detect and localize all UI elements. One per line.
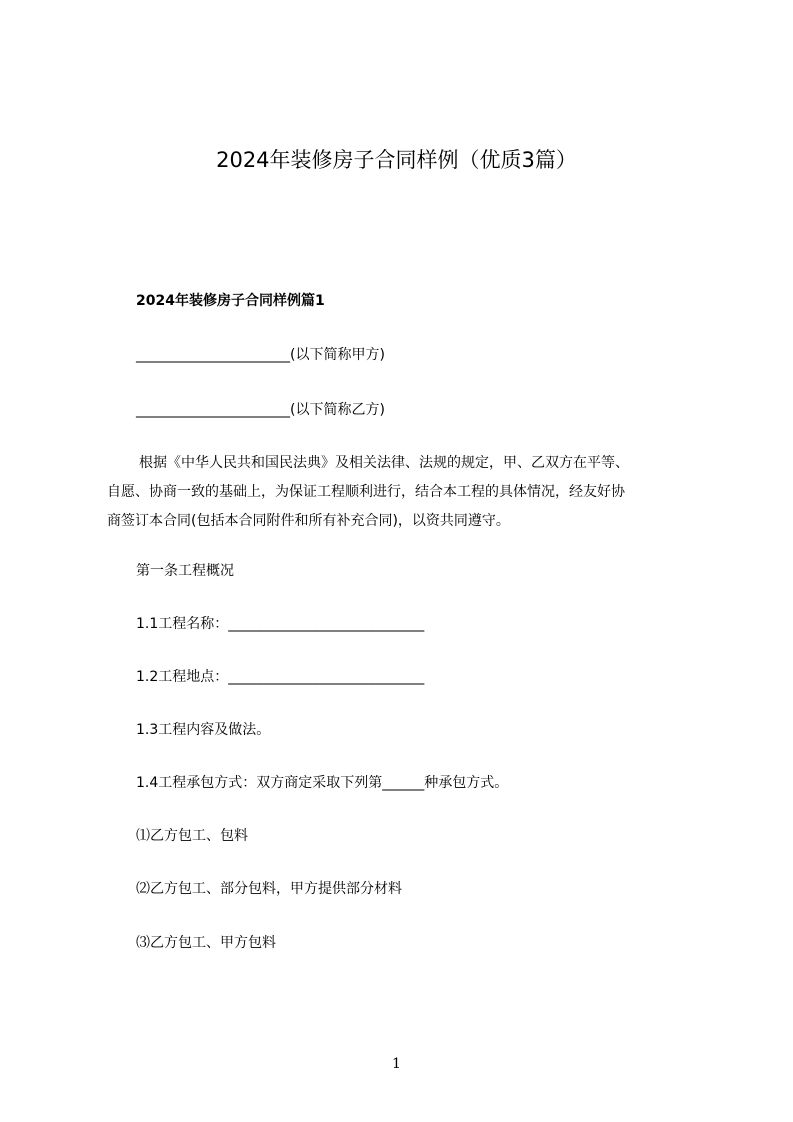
option-item: ⑵乙方包工、部分包料，甲方提供部分材料: [136, 881, 402, 897]
party-b-line: ______________________(以下简称乙方): [136, 402, 385, 418]
article-title: 第一条工程概况: [136, 563, 234, 579]
item-contract-method: 1.4工程承包方式：双方商定采取下列第______种承包方式。: [136, 775, 509, 791]
option-item: ⑴乙方包工、包料: [136, 828, 248, 844]
preamble-line: 根据《中华人民共和国民法典》及相关法律、法规的规定，甲、乙双方在平等、: [139, 455, 629, 471]
document-title: 2024年装修房子合同样例（优质3篇）: [216, 148, 577, 172]
item-project-content: 1.3工程内容及做法。: [136, 722, 271, 738]
option-item: ⑶乙方包工、甲方包料: [136, 935, 276, 951]
page-number: 1: [392, 1056, 401, 1072]
preamble-line: 自愿、协商一致的基础上，为保证工程顺利进行，结合本工程的具体情况，经友好协: [107, 484, 625, 500]
section-heading: 2024年装修房子合同样例篇1: [136, 293, 325, 309]
party-a-line: ______________________(以下简称甲方): [136, 347, 385, 363]
item-project-name: 1.1工程名称：____________________________: [136, 616, 425, 632]
item-project-location: 1.2工程地点：____________________________: [136, 669, 425, 685]
preamble-line: 商签订本合同(包括本合同附件和所有补充合同)，以资共同遵守。: [107, 513, 510, 529]
